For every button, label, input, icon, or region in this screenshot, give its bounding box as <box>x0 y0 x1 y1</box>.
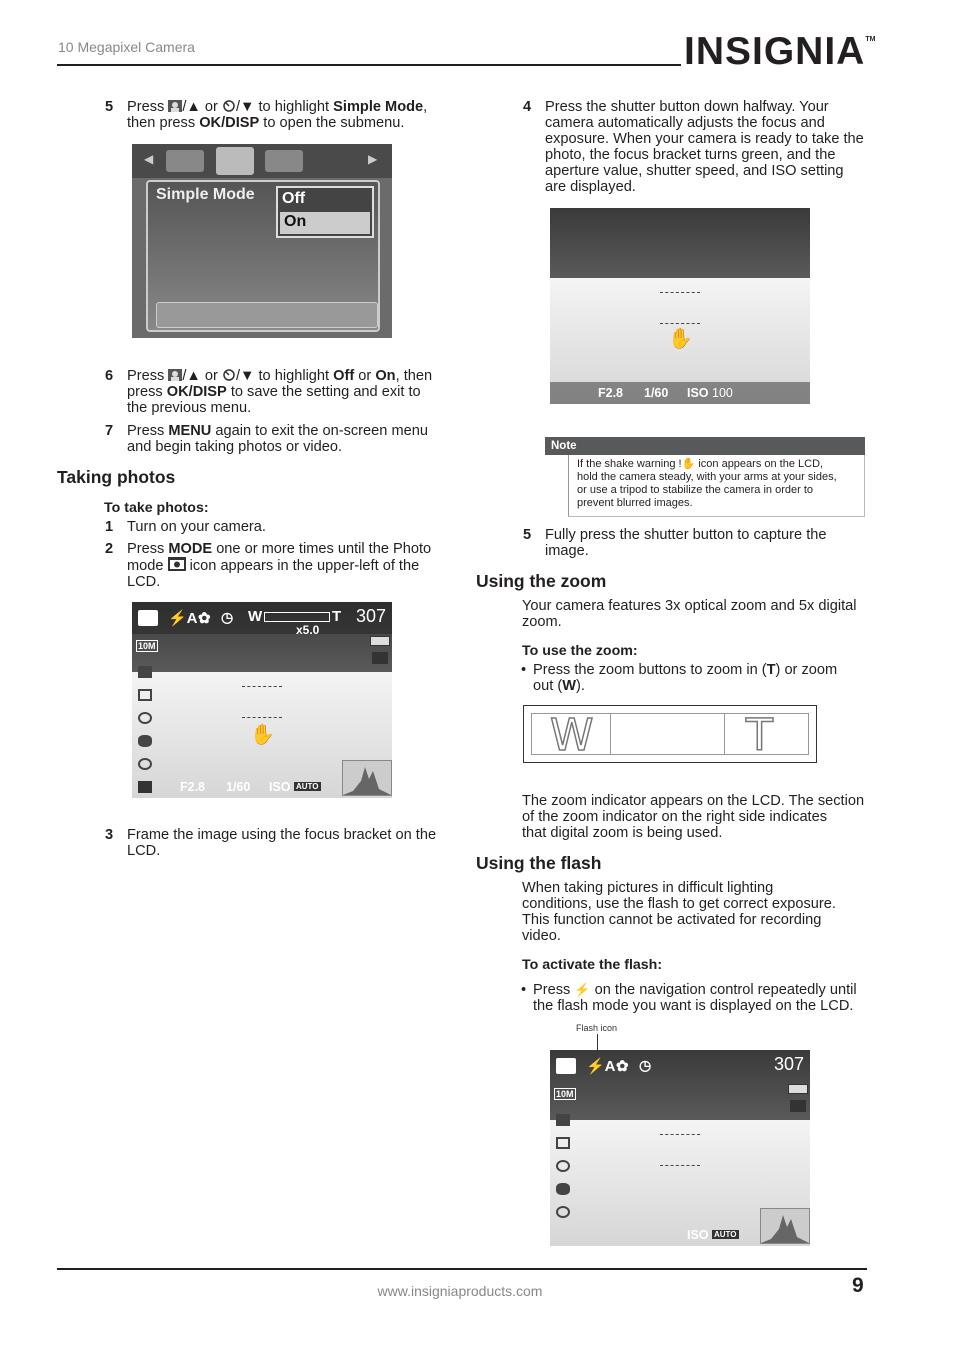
page-number: 9 <box>852 1274 864 1297</box>
footer-rule <box>57 1268 867 1270</box>
step-7: 7 Press MENU again to exit the on-screen menu and begin taking photos or video. <box>105 423 428 455</box>
aperture-value: F2.8 <box>598 386 624 400</box>
shake-warning-icon: ✋ <box>668 328 693 350</box>
camera-tab-icon <box>166 150 204 172</box>
aperture-value: F2.8 <box>180 780 206 794</box>
iso-value: AUTO <box>296 782 319 791</box>
arrow-left-icon: ◀ <box>144 152 154 166</box>
portrait-icon <box>168 100 182 112</box>
flash-auto-icon: ⚡A <box>168 610 198 627</box>
lcd-photo-mode-screenshot <box>132 602 392 798</box>
subheading-to-activate-flash: To activate the flash: <box>522 957 663 973</box>
footer-url: www.insigniaproducts.com <box>377 1283 543 1299</box>
brand-logo: INSIGNIA™ <box>684 30 876 73</box>
arrow-right-icon: ▶ <box>368 152 378 166</box>
left-icon-strip <box>138 666 154 796</box>
zoom-indicator-diagram <box>523 705 817 763</box>
macro-icon: ✿ <box>616 1058 629 1075</box>
step-5-simple-mode: 5 Press /▲ or /▼ to highlight Simple Mode, then press OK/DISP to open the submenu. <box>105 99 428 131</box>
shake-warning-icon: ✋ <box>250 724 275 746</box>
iso-label: ISO <box>687 386 709 400</box>
flash-icon-callout: Flash icon <box>576 1023 618 1033</box>
lcd-menu-screenshot <box>132 144 392 338</box>
flash-paragraph: When taking pictures in difficult lighting conditions, use the flash to get correct exposure. This function cannot be activated for recording video. <box>522 880 836 944</box>
resolution-icon: 10M <box>138 641 156 651</box>
iso-label: ISO <box>687 1228 709 1242</box>
zoom-indicator-paragraph: The zoom indicator appears on the LCD. The section of the zoom indicator on the right side indicates that digital zoom is being used. <box>522 793 865 841</box>
zoom-w-label: W <box>248 608 263 625</box>
take-photo-step-1: 1 Turn on your camera. <box>105 519 266 535</box>
note-title-bar: Note <box>545 437 865 455</box>
self-timer-icon: ◷ <box>639 1057 652 1073</box>
shots-remaining: 307 <box>774 1054 805 1074</box>
memory-card-icon <box>790 1100 806 1112</box>
resolution-icon: 10M <box>556 1089 574 1099</box>
step-4-half-press: 4 Press the shutter button down halfway. Your camera automatically adjusts the focus and exposure. When your camera is ready to take the photo, the focus bracket turns green, and the aperture value, shutter speed, and ISO setting are displayed. <box>523 99 864 195</box>
header-title: 10 Megapixel Camera <box>58 39 195 55</box>
zoom-bar <box>264 612 330 622</box>
subheading-to-use-zoom: To use the zoom: <box>522 643 638 659</box>
wrench-tab-icon <box>265 150 303 172</box>
camera-mode-icon <box>556 1058 576 1074</box>
left-icon-strip <box>556 1114 572 1234</box>
self-timer-icon <box>222 369 236 381</box>
iso-label: ISO <box>269 780 291 794</box>
header-rule <box>57 64 681 66</box>
take-photo-step-3: 3 Frame the image using the focus bracket on the LCD. <box>105 827 437 859</box>
step-6: 6 Press /▲ or /▼ to highlight Off or On, then press OK/DISP to save the setting and exit to the previous menu. <box>105 368 433 416</box>
histogram <box>342 760 392 796</box>
zoom-bullet: • Press the zoom buttons to zoom in (T) or zoom out (W). <box>521 662 838 694</box>
submenu-on: On <box>284 213 307 230</box>
camera-mode-icon <box>138 610 158 626</box>
flash-icon: ⚡ <box>574 982 591 997</box>
subheading-to-take-photos: To take photos: <box>104 500 209 516</box>
step-5-full-press: 5 Fully press the shutter button to capture the image. <box>523 527 827 559</box>
flash-bullet: • Press ⚡ on the navigation control repeatedly until the flash mode you want is displayed on the LCD. <box>521 982 857 1014</box>
flash-auto-icon: ⚡A <box>586 1058 616 1075</box>
battery-icon <box>370 636 390 646</box>
portrait-icon <box>168 369 182 381</box>
self-timer-icon <box>222 100 236 112</box>
self-timer-icon: ◷ <box>221 609 234 625</box>
iso-value: AUTO <box>714 1230 737 1239</box>
simple-mode-label: Simple Mode <box>156 186 255 203</box>
focus-bracket <box>660 1134 700 1166</box>
zoom-w-letter: W <box>550 710 594 761</box>
shutter-speed: 1/60 <box>644 386 669 400</box>
iso-value: 100 <box>712 386 733 400</box>
macro-icon: ✿ <box>198 610 211 627</box>
memory-card-icon <box>372 652 388 664</box>
zoom-t-label: T <box>332 608 342 625</box>
zoom-factor: x5.0 <box>296 623 320 637</box>
submenu <box>276 186 374 238</box>
shutter-speed: 1/60 <box>226 780 251 794</box>
note-body: If the shake warning !✋ icon appears on the LCD, hold the camera steady, with your arms at your sides, or use a tripod to stabilize the camera in order to prevent blurred images. <box>568 455 865 517</box>
setup-person-tab-icon <box>216 147 254 175</box>
shots-remaining: 307 <box>356 606 387 626</box>
heading-using-zoom: Using the zoom <box>476 571 607 591</box>
zoom-t-letter: T <box>746 710 773 761</box>
camera-mode-icon <box>168 557 186 571</box>
lcd-flash-screenshot <box>550 1050 810 1246</box>
take-photo-step-2: 2 Press MODE one or more times until the Photo mode icon appears in the upper-left of the LCD. <box>105 541 432 590</box>
submenu-off: Off <box>282 190 306 207</box>
heading-taking-photos: Taking photos <box>57 467 176 487</box>
battery-icon <box>788 1084 808 1094</box>
focus-bracket <box>242 686 282 718</box>
lcd-half-press-screenshot <box>550 208 810 404</box>
zoom-paragraph: Your camera features 3x optical zoom and 5x digital zoom. <box>522 598 857 630</box>
heading-using-flash: Using the flash <box>476 853 602 873</box>
histogram <box>760 1208 810 1244</box>
shake-warning-icon: !✋ <box>678 458 696 470</box>
focus-bracket <box>660 292 700 324</box>
